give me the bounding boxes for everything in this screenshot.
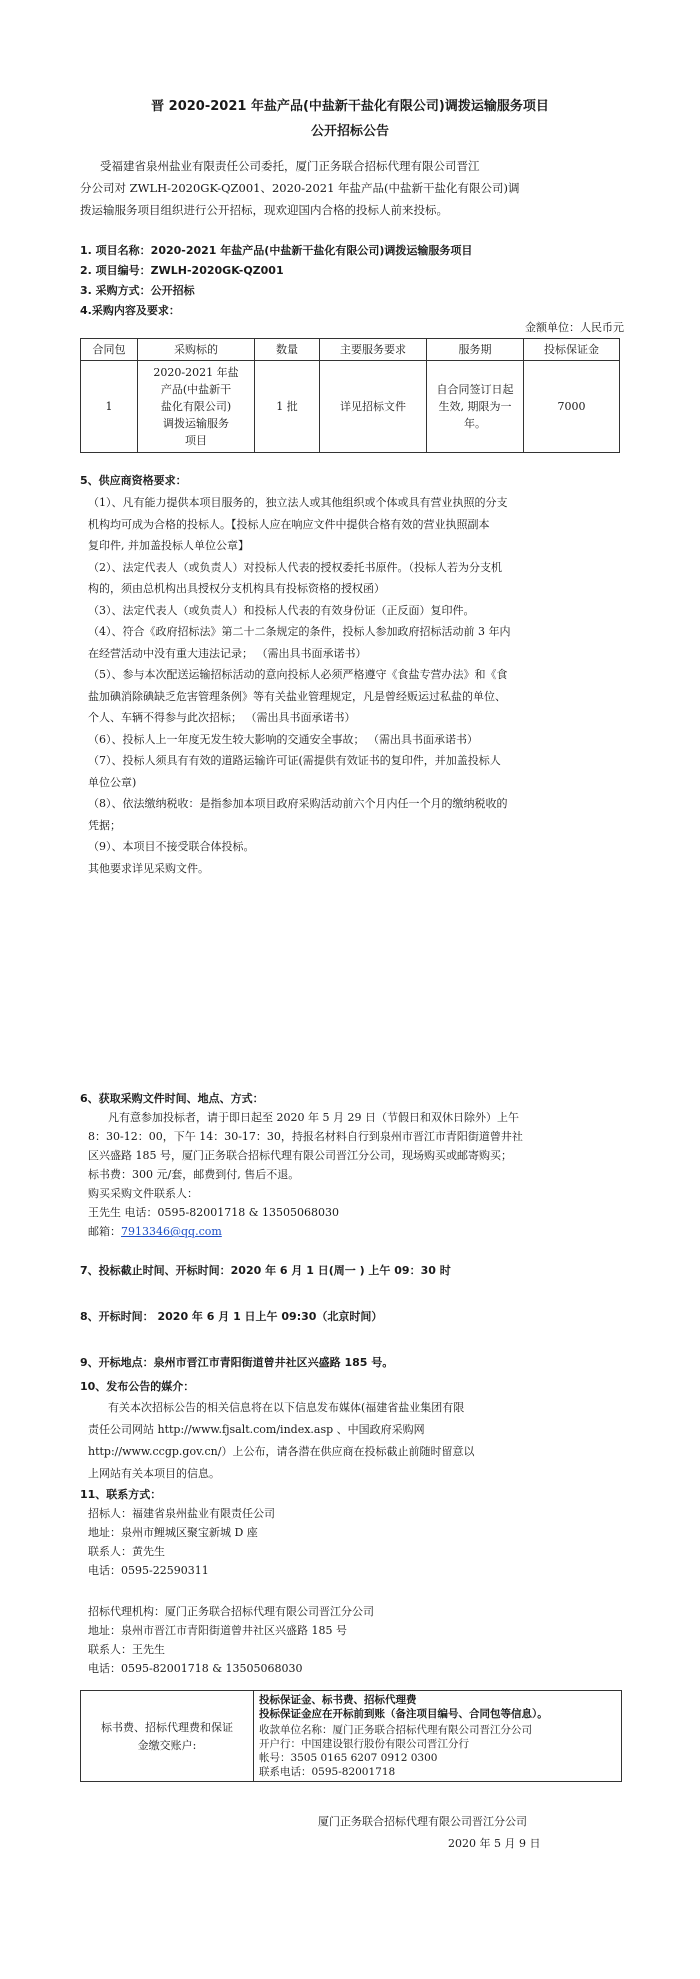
cell-period-line: 自合同签订日起 (436, 383, 514, 396)
media-line: 责任公司网站 http://www.fjsalt.com/index.asp 、中国政府采购网 (88, 1423, 425, 1436)
content-heading: 4.采购内容及要求： (80, 304, 180, 317)
cell-deposit: 7000 (524, 361, 620, 453)
obtain-docs-line: 标书费：300 元/套，邮费到付, 售后不退。 (88, 1168, 300, 1181)
procurement-table (80, 338, 620, 453)
th-deposit: 投标保证金 (524, 339, 620, 361)
obtain-docs-heading: 6、获取采购文件时间、地点、方式： (80, 1092, 264, 1105)
qualification-line: （2）、法定代表人（或负责人）对投标人代表的授权委托书原件。（投标人若为分支机 (88, 560, 502, 574)
payment-line: 开户行：中国建设银行股份有限公司晋江分行 (259, 1738, 469, 1750)
cell-subject-line: 产品(中盐新干 (160, 383, 232, 396)
footer-date: 2020 年 5 月 9 日 (448, 1837, 541, 1850)
qualification-line: （8）、依法缴纳税收：是指参加本项目政府采购活动前六个月内任一个月的缴纳税收的 (88, 797, 508, 810)
qualification-line: 在经营活动中没有重大违法记录； （需出具书面承诺书） (88, 646, 367, 660)
table-header-row (81, 339, 620, 361)
project-name: 1. 项目名称：2020-2021 年盐产品(中盐新干盐化有限公司)调拨运输服务项目 (80, 244, 473, 257)
email-row (88, 1222, 222, 1241)
agent-line: 地址：泉州市晋江市青阳街道曾井社区兴盛路 185 号 (88, 1624, 347, 1637)
cell-subject (138, 361, 255, 453)
th-requirement: 主要服务要求 (320, 339, 427, 361)
contact-heading: 11、联系方式： (80, 1488, 162, 1501)
title-line-2: 公开招标公告 (310, 124, 389, 139)
qualification-line: 构的，须由总机构出具授权分支机构具有投标资格的授权函） (88, 582, 385, 595)
th-subject: 采购标的 (138, 339, 255, 361)
media-line: http://www.ccgp.gov.cn/）上公布，请各潜在供应商在投标截止前随时留意以 (88, 1445, 475, 1458)
qualification-line: 其他要求详见采购文件。 (88, 861, 209, 875)
agent-line: 联系人：王先生 (88, 1643, 165, 1656)
qualification-line: （4）、符合《政府招标法》第二十二条规定的条件，投标人参加政府招标活动前 3 年内 (88, 625, 511, 638)
footer-company: 厦门正务联合招标代理有限公司晋江分公司 (318, 1815, 527, 1828)
payment-line: 联系电话：0595-82001718 (259, 1766, 396, 1778)
amount-unit-note: 金额单位：人民币元 (525, 321, 624, 334)
cell-quantity: 1 批 (255, 361, 320, 453)
payment-line: 收款单位名称：厦门正务联合招标代理有限公司晋江分公司 (259, 1724, 532, 1736)
agent-line: 电话：0595-82001718 & 13505068030 (88, 1662, 303, 1675)
buyer-line: 招标人：福建省泉州盐业有限责任公司 (88, 1507, 275, 1520)
cell-period-line: 生效, 期限为一 (438, 400, 512, 413)
table-row (81, 361, 620, 453)
qualification-line: （1）、凡有能力提供本项目服务的，独立法人或其他组织或个体或具有营业执照的分支 (88, 496, 508, 509)
buyer-line: 联系人：黄先生 (88, 1545, 165, 1558)
qualification-line: （7）、投标人须具有有效的道路运输许可证(需提供有效证书的复印件，并加盖投标人 (88, 754, 501, 767)
qualification-line: 个人、车辆不得参与此次招标； （需出具书面承诺书） (88, 711, 356, 724)
buyer-line: 电话：0595-22590311 (88, 1564, 209, 1577)
media-line: 上网站有关本项目的信息。 (88, 1467, 220, 1480)
cell-subject-line: 2020-2021 年盐 (153, 366, 239, 379)
bid-deadline: 7、投标截止时间、开标时间：2020 年 6 月 1 日(周一 ) 上午 09：30 时 (80, 1264, 451, 1277)
qualification-line: 凭据； (88, 818, 121, 832)
cell-period (427, 361, 524, 453)
cell-period-line: 年。 (464, 417, 486, 430)
qualification-line: （6）、投标人上一年度无发生较大影响的交通安全事故； （需出具书面承诺书） (88, 732, 478, 746)
payment-label-cell (81, 1691, 254, 1781)
media-heading: 10、发布公告的媒介： (80, 1380, 195, 1393)
obtain-docs-line: 购买采购文件联系人： (88, 1187, 198, 1200)
intro-line: 拨运输服务项目组织进行公开招标，现欢迎国内合格的投标人前来投标。 (80, 203, 448, 217)
qualifications-heading: 5、供应商资格要求： (80, 474, 187, 487)
th-period: 服务期 (427, 339, 524, 361)
qualification-line: 机构均可成为合格的投标人。【投标人应在响应文件中提供合格有效的营业执照副本 (88, 517, 490, 531)
obtain-docs-line: 王先生 电话：0595-82001718 & 13505068030 (88, 1206, 339, 1219)
buyer-line: 地址：泉州市鲤城区聚宝新城 D 座 (88, 1526, 258, 1539)
payment-bold-line: 投标保证金、标书费、招标代理费 (259, 1694, 417, 1706)
payment-label-line: 金缴交账户: (137, 1739, 197, 1752)
opening-place: 9、开标地点：泉州市晋江市青阳街道曾井社区兴盛路 185 号。 (80, 1356, 394, 1369)
media-line: 有关本次招标公告的相关信息将在以下信息发布媒体(福建省盐业集团有限 (108, 1401, 465, 1414)
qualification-line: 盐加碘消除碘缺乏危害管理条例》等有关盐业管理规定，凡是曾经贩运过私盐的单位、 (88, 689, 506, 703)
payment-line: 帐号：3505 0165 6207 0912 0300 (259, 1752, 438, 1764)
procurement-method: 3. 采购方式：公开招标 (80, 284, 195, 297)
cell-subject-line: 盐化有限公司) (160, 400, 232, 413)
qualification-line: （3）、法定代表人（或负责人）和投标人代表的有效身份证（正反面）复印件。 (88, 603, 475, 617)
qualification-line: （5）、参与本次配送运输招标活动的意向投标人必须严格遵守《食盐专营办法》和《食 (88, 668, 508, 681)
obtain-docs-line: 凡有意参加投标者，请于即日起至 2020 年 5 月 29 日（节假日和双休日除外）上午 (108, 1111, 519, 1124)
project-number: 2. 项目编号：ZWLH-2020GK-QZ001 (80, 264, 284, 277)
email-link[interactable]: 7913346@qq.com (121, 1225, 222, 1238)
payment-account-box (80, 1690, 622, 1782)
qualification-line: （9）、本项目不接受联合体投标。 (88, 840, 255, 853)
qualification-line: 复印件, 并加盖投标人单位公章】 (88, 539, 249, 552)
title-line-1: 晋 2020-2021 年盐产品(中盐新干盐化有限公司)调拨运输服务项目 (151, 99, 549, 114)
th-quantity: 数量 (255, 339, 320, 361)
cell-subject-line: 调拨运输服务 (163, 417, 229, 430)
email-label: 邮箱： (88, 1225, 121, 1238)
payment-label-line: 标书费、招标代理费和保证 (101, 1721, 233, 1734)
opening-time: 8、开标时间： 2020 年 6 月 1 日上午 09:30（北京时间） (80, 1310, 383, 1323)
th-package: 合同包 (81, 339, 138, 361)
cell-subject-line: 项目 (185, 434, 207, 447)
cell-package: 1 (81, 361, 138, 453)
intro-line: 分公司对 ZWLH-2020GK-QZ001、2020-2021 年盐产品(中盐新干盐化有限公司)调 (80, 181, 520, 195)
cell-requirement: 详见招标文件 (320, 361, 427, 453)
qualification-line: 单位公章) (88, 775, 137, 789)
obtain-docs-line: 8：30-12：00，下午 14：30-17：30，持报名材料自行到泉州市晋江市青阳街道曾井社 (88, 1130, 523, 1143)
intro-line: 受福建省泉州盐业有限责任公司委托，厦门正务联合招标代理有限公司晋江 (100, 159, 480, 173)
payment-bold-line: 投标保证金应在开标前到账（备注项目编号、合同包等信息）。 (259, 1708, 548, 1720)
agent-line: 招标代理机构：厦门正务联合招标代理有限公司晋江分公司 (88, 1605, 374, 1618)
qualifications-list (88, 492, 511, 879)
obtain-docs-line: 区兴盛路 185 号，厦门正务联合招标代理有限公司晋江分公司，现场购买或邮寄购买； (88, 1149, 512, 1162)
